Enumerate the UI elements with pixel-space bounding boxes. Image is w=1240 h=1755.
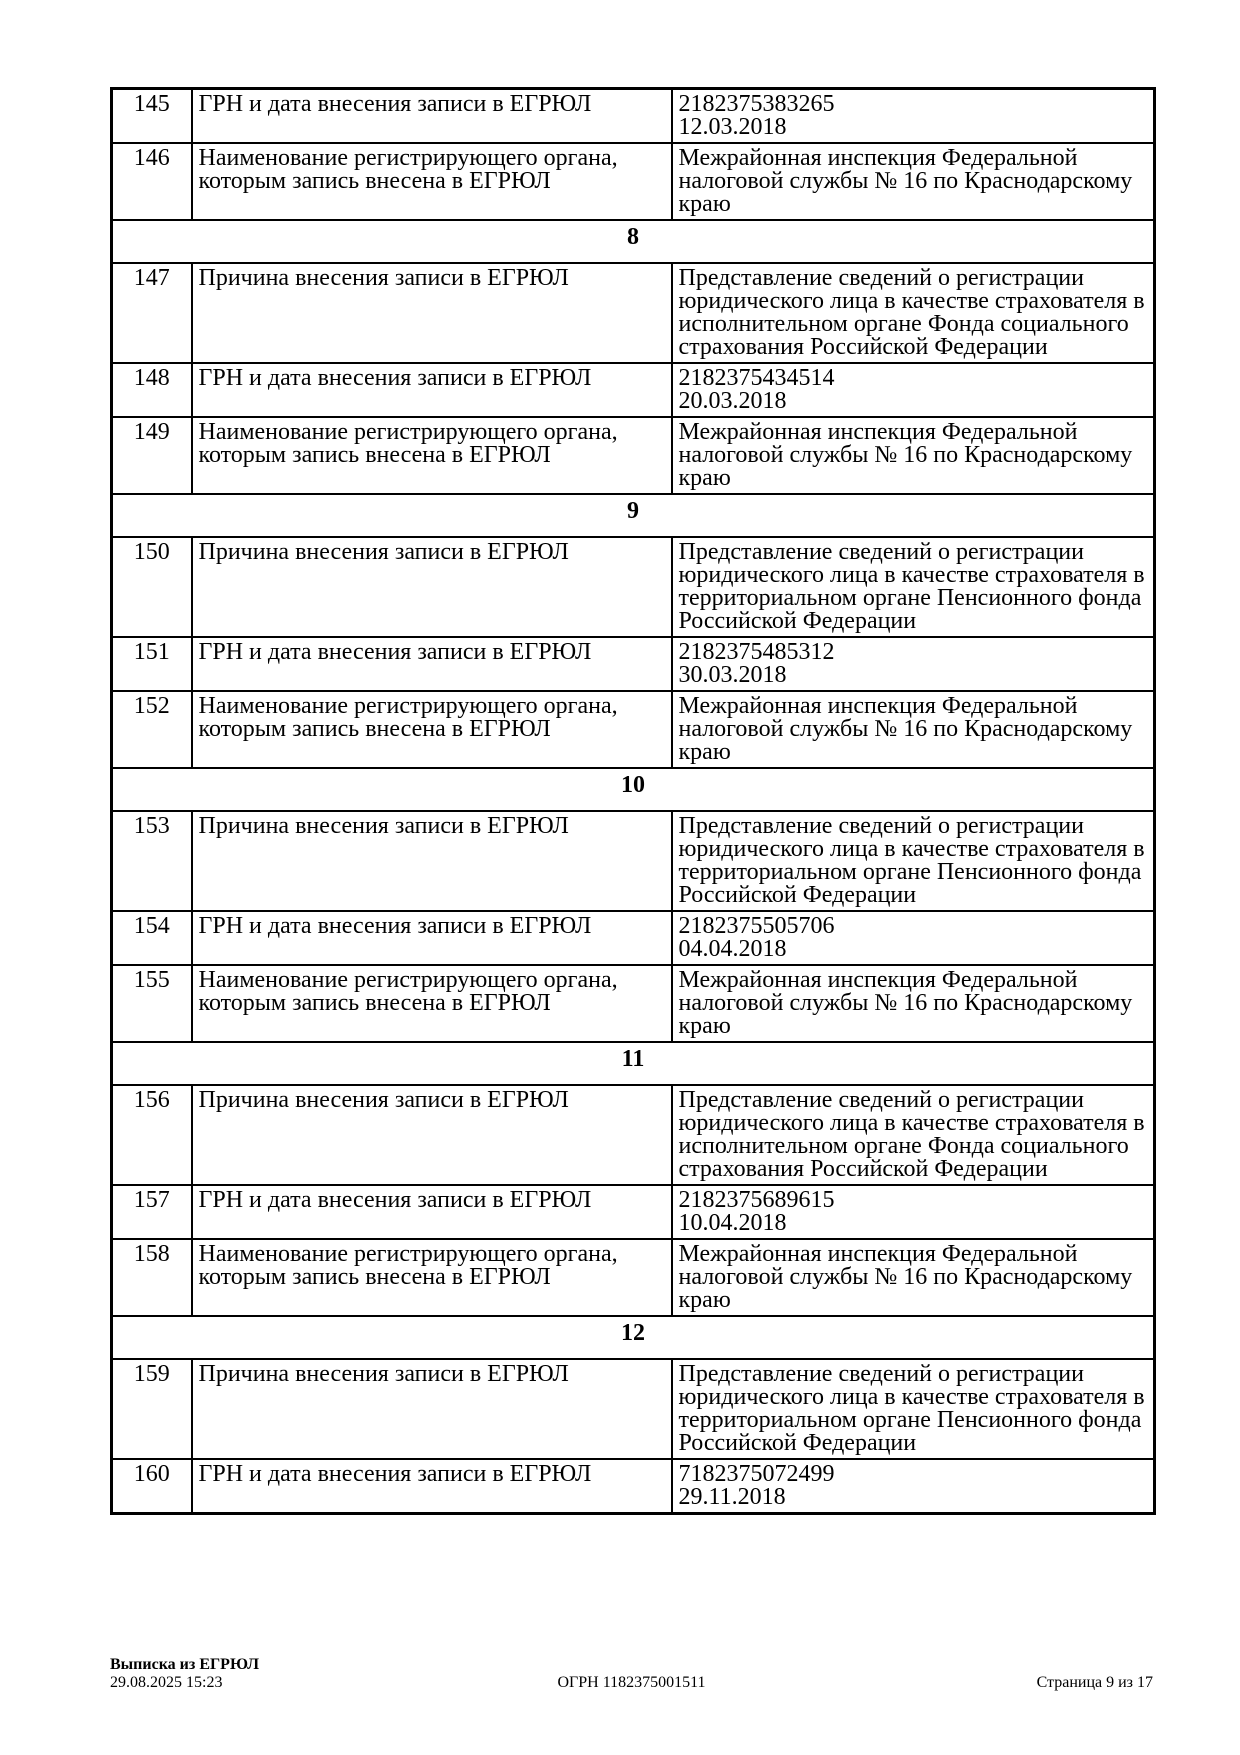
attribute-label-cell: Причина внесения записи в ЕГРЮЛ xyxy=(192,263,672,363)
table-row xyxy=(112,363,1155,417)
value-line: 2182375383265 xyxy=(678,91,835,117)
attribute-value-cell xyxy=(672,691,1155,768)
row-number-cell: 159 xyxy=(112,1359,192,1459)
value-line: 04.04.2018 xyxy=(678,936,787,962)
value-line: Межрайонная инспекция Федеральной налоговой службы № 16 по Краснодарскому краю xyxy=(678,1241,1133,1313)
section-number: 9 xyxy=(112,494,1155,537)
attribute-label-cell: ГРН и дата внесения записи в ЕГРЮЛ xyxy=(192,363,672,417)
row-number-cell: 152 xyxy=(112,691,192,768)
value-line: 12.03.2018 xyxy=(678,114,787,140)
value-line: 20.03.2018 xyxy=(678,388,787,414)
attribute-label-cell: ГРН и дата внесения записи в ЕГРЮЛ xyxy=(192,1459,672,1514)
attribute-value-cell xyxy=(672,1185,1155,1239)
attribute-value-cell xyxy=(672,965,1155,1042)
value-line: 2182375689615 xyxy=(678,1187,835,1213)
value-line: Представление сведений о регистрации юридического лица в качестве страхователя в территориальном органе Пенсионного фонда Российской Федерации xyxy=(678,539,1145,634)
attribute-value-cell xyxy=(672,417,1155,494)
egrul-records-table xyxy=(110,87,1156,1515)
value-line: Представление сведений о регистрации юридического лица в качестве страхователя в исполнительном органе Фонда социального страхования Российской Федерации xyxy=(678,265,1145,360)
table-row xyxy=(112,263,1155,363)
table-row xyxy=(112,1185,1155,1239)
value-line: 10.04.2018 xyxy=(678,1210,787,1236)
footer-meta-row xyxy=(110,1674,1153,1691)
value-line: 2182375434514 xyxy=(678,365,835,391)
row-number-cell: 145 xyxy=(112,89,192,144)
value-line: Межрайонная инспекция Федеральной налоговой службы № 16 по Краснодарскому краю xyxy=(678,693,1133,765)
value-line: Представление сведений о регистрации юридического лица в качестве страхователя в территориальном органе Пенсионного фонда Российской Федерации xyxy=(678,1361,1145,1456)
attribute-value-cell xyxy=(672,637,1155,691)
value-line: Межрайонная инспекция Федеральной налоговой службы № 16 по Краснодарскому краю xyxy=(678,419,1133,491)
row-number-cell: 151 xyxy=(112,637,192,691)
row-number-cell: 160 xyxy=(112,1459,192,1514)
value-line: Межрайонная инспекция Федеральной налоговой службы № 16 по Краснодарскому краю xyxy=(678,967,1133,1039)
value-line: Межрайонная инспекция Федеральной налоговой службы № 16 по Краснодарскому краю xyxy=(678,145,1133,217)
table-row xyxy=(112,637,1155,691)
table-row xyxy=(112,811,1155,911)
section-number-row xyxy=(112,1042,1155,1085)
row-number-cell: 157 xyxy=(112,1185,192,1239)
row-number-cell: 153 xyxy=(112,811,192,911)
table-row xyxy=(112,89,1155,144)
attribute-value-cell xyxy=(672,911,1155,965)
attribute-label-cell: ГРН и дата внесения записи в ЕГРЮЛ xyxy=(192,911,672,965)
table-row xyxy=(112,691,1155,768)
section-number-row xyxy=(112,1316,1155,1359)
row-number-cell: 147 xyxy=(112,263,192,363)
attribute-label-cell: ГРН и дата внесения записи в ЕГРЮЛ xyxy=(192,637,672,691)
document-type-label: Выписка из ЕГРЮЛ xyxy=(110,1656,260,1673)
section-number: 12 xyxy=(112,1316,1155,1359)
row-number-cell: 148 xyxy=(112,363,192,417)
section-number: 10 xyxy=(112,768,1155,811)
attribute-label-cell: Причина внесения записи в ЕГРЮЛ xyxy=(192,537,672,637)
attribute-value-cell xyxy=(672,363,1155,417)
row-number-cell: 155 xyxy=(112,965,192,1042)
section-number: 11 xyxy=(112,1042,1155,1085)
attribute-value-cell xyxy=(672,1359,1155,1459)
table-row xyxy=(112,1359,1155,1459)
table-row xyxy=(112,965,1155,1042)
table-row xyxy=(112,537,1155,637)
attribute-value-cell xyxy=(672,1239,1155,1316)
attribute-label-cell: Наименование регистрирующего органа, которым запись внесена в ЕГРЮЛ xyxy=(192,965,672,1042)
attribute-label-cell: Причина внесения записи в ЕГРЮЛ xyxy=(192,1085,672,1185)
section-number: 8 xyxy=(112,220,1155,263)
attribute-label-cell: ГРН и дата внесения записи в ЕГРЮЛ xyxy=(192,1185,672,1239)
attribute-value-cell xyxy=(672,263,1155,363)
attribute-label-cell: Наименование регистрирующего органа, которым запись внесена в ЕГРЮЛ xyxy=(192,691,672,768)
attribute-value-cell xyxy=(672,143,1155,220)
attribute-value-cell xyxy=(672,537,1155,637)
attribute-value-cell xyxy=(672,811,1155,911)
section-number-row xyxy=(112,768,1155,811)
table-row xyxy=(112,1085,1155,1185)
value-line: 2182375485312 xyxy=(678,639,835,665)
table-row xyxy=(112,1459,1155,1514)
extract-datetime: 29.08.2025 15:23 xyxy=(110,1674,223,1691)
row-number-cell: 146 xyxy=(112,143,192,220)
attribute-value-cell xyxy=(672,89,1155,144)
table-row xyxy=(112,911,1155,965)
table-row xyxy=(112,1239,1155,1316)
value-line: 7182375072499 xyxy=(678,1461,835,1487)
value-line: 2182375505706 xyxy=(678,913,835,939)
attribute-label-cell: Причина внесения записи в ЕГРЮЛ xyxy=(192,1359,672,1459)
row-number-cell: 149 xyxy=(112,417,192,494)
attribute-label-cell: ГРН и дата внесения записи в ЕГРЮЛ xyxy=(192,89,672,144)
attribute-value-cell xyxy=(672,1085,1155,1185)
value-line: 30.03.2018 xyxy=(678,662,787,688)
table-row xyxy=(112,417,1155,494)
row-number-cell: 150 xyxy=(112,537,192,637)
page-indicator: Страница 9 из 17 xyxy=(1036,1674,1153,1691)
row-number-cell: 158 xyxy=(112,1239,192,1316)
attribute-label-cell: Причина внесения записи в ЕГРЮЛ xyxy=(192,811,672,911)
table-row xyxy=(112,143,1155,220)
value-line: 29.11.2018 xyxy=(678,1484,786,1510)
attribute-label-cell: Наименование регистрирующего органа, которым запись внесена в ЕГРЮЛ xyxy=(192,417,672,494)
value-line: Представление сведений о регистрации юридического лица в качестве страхователя в исполнительном органе Фонда социального страхования Российской Федерации xyxy=(678,1087,1145,1182)
row-number-cell: 156 xyxy=(112,1085,192,1185)
row-number-cell: 154 xyxy=(112,911,192,965)
page-footer xyxy=(110,1656,1153,1691)
attribute-label-cell: Наименование регистрирующего органа, которым запись внесена в ЕГРЮЛ xyxy=(192,143,672,220)
section-number-row xyxy=(112,220,1155,263)
value-line: Представление сведений о регистрации юридического лица в качестве страхователя в территориальном органе Пенсионного фонда Российской Федерации xyxy=(678,813,1145,908)
ogrn-label: ОГРН 1182375001511 xyxy=(557,1674,706,1691)
attribute-value-cell xyxy=(672,1459,1155,1514)
attribute-label-cell: Наименование регистрирующего органа, которым запись внесена в ЕГРЮЛ xyxy=(192,1239,672,1316)
section-number-row xyxy=(112,494,1155,537)
